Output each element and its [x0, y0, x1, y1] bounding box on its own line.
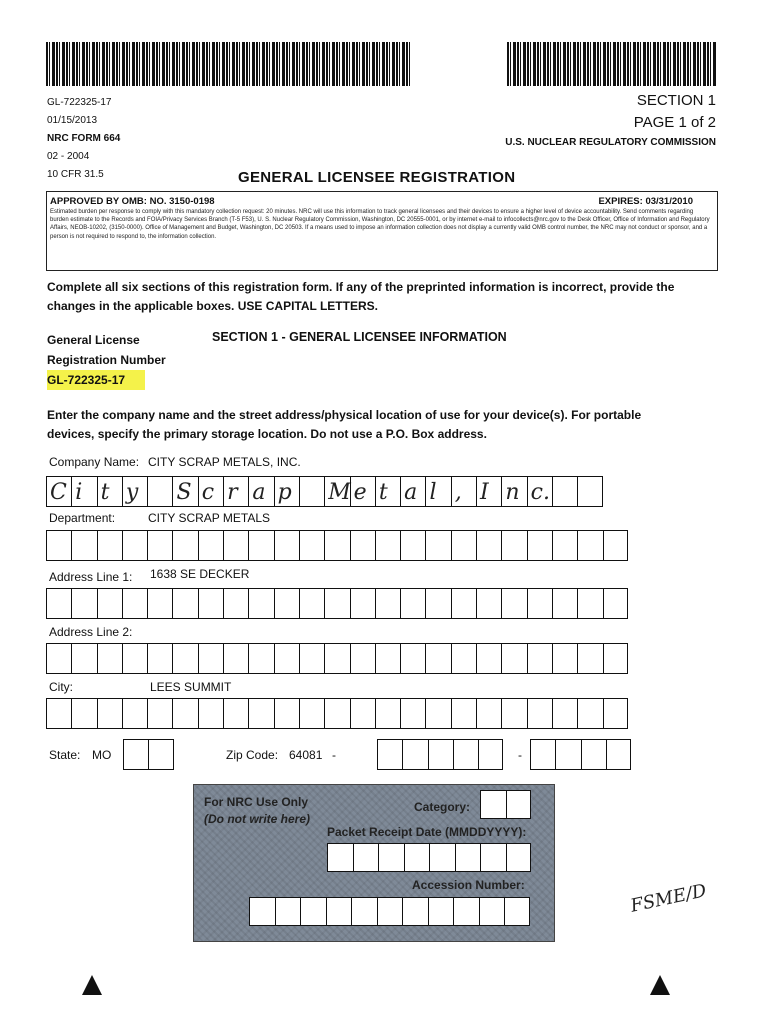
- handwritten-char: a: [252, 480, 266, 505]
- company-entry-box[interactable]: [248, 476, 273, 507]
- entry-box[interactable]: [248, 588, 273, 619]
- barcode-left: [46, 42, 412, 86]
- entry-box[interactable]: [172, 698, 197, 729]
- entry-box[interactable]: [400, 643, 425, 674]
- handwritten-note: FSME/D: [628, 880, 709, 917]
- zip-label: Zip Code:: [226, 748, 279, 762]
- handwritten-char: t: [378, 480, 388, 505]
- address2-label: Address Line 2:: [49, 625, 133, 639]
- company-entry-box[interactable]: [501, 476, 526, 507]
- entry-box[interactable]: [577, 643, 602, 674]
- entry-box[interactable]: [402, 739, 427, 770]
- section-title: SECTION 1 - GENERAL LICENSEE INFORMATION: [212, 330, 507, 344]
- entry-box[interactable]: [172, 588, 197, 619]
- entry-box[interactable]: [122, 643, 147, 674]
- company-value: CITY SCRAP METALS, INC.: [148, 455, 301, 469]
- handwritten-char: i: [75, 480, 83, 505]
- entry-box[interactable]: [375, 698, 400, 729]
- company-entry-box[interactable]: [122, 476, 147, 507]
- entry-box[interactable]: [122, 698, 147, 729]
- entry-box[interactable]: [299, 588, 324, 619]
- handwritten-char: c.: [530, 480, 550, 505]
- nrc-entry-box[interactable]: [506, 843, 532, 872]
- company-entry-box[interactable]: [425, 476, 450, 507]
- handwritten-char: r: [227, 480, 238, 505]
- entry-box[interactable]: [147, 643, 172, 674]
- entry-box[interactable]: [501, 530, 526, 561]
- company-entry-box[interactable]: [400, 476, 425, 507]
- entry-box[interactable]: [147, 698, 172, 729]
- barcode-right: [507, 42, 717, 86]
- entry-box[interactable]: [527, 588, 552, 619]
- nrc-entry-box[interactable]: [351, 897, 377, 926]
- nrc-entry-box[interactable]: [479, 897, 505, 926]
- entry-box[interactable]: [71, 588, 96, 619]
- company-entry-box[interactable]: [46, 476, 71, 507]
- nrc-accession-grid[interactable]: [249, 897, 530, 926]
- entry-box[interactable]: [46, 588, 71, 619]
- nrc-entry-box[interactable]: [326, 897, 352, 926]
- nrc-entry-box[interactable]: [506, 790, 532, 819]
- entry-box[interactable]: [172, 530, 197, 561]
- entry-box[interactable]: [603, 698, 628, 729]
- entry-box[interactable]: [501, 643, 526, 674]
- entry-box[interactable]: [552, 530, 577, 561]
- entry-box[interactable]: [606, 739, 631, 770]
- city-label: City:: [49, 680, 73, 694]
- section-number: SECTION 1: [636, 92, 716, 109]
- entry-box[interactable]: [350, 643, 375, 674]
- nrc-accession-label: Accession Number:: [412, 878, 525, 892]
- handwritten-char: ,: [454, 480, 462, 505]
- company-entry-box[interactable]: [299, 476, 324, 507]
- nrc-use-line1: For NRC Use Only: [204, 795, 309, 809]
- company-entry-box[interactable]: [577, 476, 602, 507]
- entry-box[interactable]: [71, 530, 96, 561]
- entry-box[interactable]: [46, 698, 71, 729]
- handwritten-char: C: [50, 480, 67, 505]
- company-entry-box[interactable]: [274, 476, 299, 507]
- entry-box[interactable]: [223, 588, 248, 619]
- entry-box[interactable]: [147, 530, 172, 561]
- address1-value: 1638 SE DECKER: [150, 567, 250, 581]
- entry-box[interactable]: [223, 698, 248, 729]
- entry-box[interactable]: [476, 588, 501, 619]
- entry-box[interactable]: [552, 698, 577, 729]
- omb-box: [46, 191, 718, 271]
- entry-box[interactable]: [577, 698, 602, 729]
- entry-box[interactable]: [97, 588, 122, 619]
- entry-box[interactable]: [451, 530, 476, 561]
- nrc-entry-box[interactable]: [402, 897, 428, 926]
- nrc-entry-box[interactable]: [480, 790, 506, 819]
- nrc-entry-box[interactable]: [300, 897, 326, 926]
- entry-box[interactable]: [223, 643, 248, 674]
- nrc-entry-box[interactable]: [480, 843, 506, 872]
- company-entry-box[interactable]: [451, 476, 476, 507]
- entry-box[interactable]: [530, 739, 555, 770]
- company-grid[interactable]: [46, 476, 603, 507]
- city-value: LEES SUMMIT: [150, 680, 232, 694]
- alignment-mark-left-icon: [82, 975, 102, 995]
- entry-box[interactable]: [377, 739, 402, 770]
- city-grid[interactable]: [46, 698, 628, 729]
- nrc-entry-box[interactable]: [453, 897, 479, 926]
- entry-box[interactable]: [71, 643, 96, 674]
- company-entry-box[interactable]: [71, 476, 96, 507]
- nrc-entry-box[interactable]: [455, 843, 481, 872]
- entry-box[interactable]: [122, 588, 147, 619]
- handwritten-char: y: [125, 480, 139, 505]
- entry-box[interactable]: [223, 530, 248, 561]
- header-meta: [47, 94, 120, 184]
- nrc-entry-box[interactable]: [504, 897, 530, 926]
- entry-box[interactable]: [97, 643, 122, 674]
- nrc-entry-box[interactable]: [429, 843, 455, 872]
- entry-box[interactable]: [603, 530, 628, 561]
- entry-box[interactable]: [350, 698, 375, 729]
- entry-box[interactable]: [375, 588, 400, 619]
- omb-approved: APPROVED BY OMB: NO. 3150-0198: [50, 196, 215, 207]
- entry-box[interactable]: [299, 643, 324, 674]
- entry-box[interactable]: [425, 698, 450, 729]
- agency-name: U.S. NUCLEAR REGULATORY COMMISSION: [505, 137, 716, 148]
- nrc-packet-date-label: Packet Receipt Date (MMDDYYYY):: [327, 825, 527, 839]
- form-date: 01/15/2013: [47, 115, 98, 126]
- entry-box[interactable]: [248, 698, 273, 729]
- entry-box[interactable]: [147, 588, 172, 619]
- nrc-entry-box[interactable]: [353, 843, 379, 872]
- nrc-use-box: [193, 784, 555, 942]
- entry-box[interactable]: [476, 698, 501, 729]
- entry-box[interactable]: [425, 643, 450, 674]
- entry-box[interactable]: [97, 698, 122, 729]
- entry-box[interactable]: [425, 530, 450, 561]
- handwritten-char: l: [429, 480, 437, 505]
- gl-number-header: GL-722325-17: [47, 97, 112, 108]
- entry-box[interactable]: [324, 698, 349, 729]
- zip-ext-grid[interactable]: [530, 739, 631, 770]
- company-entry-box[interactable]: [97, 476, 122, 507]
- entry-box[interactable]: [527, 698, 552, 729]
- entry-box[interactable]: [46, 643, 71, 674]
- entry-box[interactable]: [198, 643, 223, 674]
- handwritten-char: I: [480, 480, 489, 505]
- entry-box[interactable]: [478, 739, 503, 770]
- nrc-use-line2: (Do not write here): [204, 812, 311, 826]
- company-entry-box[interactable]: [147, 476, 172, 507]
- nrc-category-label: Category:: [414, 800, 471, 814]
- entry-box[interactable]: [476, 643, 501, 674]
- handwritten-char: M: [328, 480, 351, 505]
- form-revision: 02 - 2004: [47, 151, 90, 162]
- nrc-category-grid[interactable]: [480, 790, 531, 819]
- department-value: CITY SCRAP METALS: [148, 511, 271, 525]
- company-entry-box[interactable]: [350, 476, 375, 507]
- nrc-entry-box[interactable]: [327, 843, 353, 872]
- address-instructions: Enter the company name and the street address/physical location of use for your device(s). For portable devices, specify the primary storage location. Do not use a P.O. Box address.: [47, 408, 642, 441]
- form-name: NRC FORM 664: [47, 133, 121, 144]
- omb-expires: EXPIRES: 03/31/2010: [598, 196, 693, 207]
- department-grid[interactable]: [46, 530, 628, 561]
- entry-box[interactable]: [274, 530, 299, 561]
- entry-box[interactable]: [198, 698, 223, 729]
- zip-value: 64081: [289, 748, 323, 762]
- entry-box[interactable]: [400, 530, 425, 561]
- company-entry-box[interactable]: [552, 476, 577, 507]
- entry-box[interactable]: [451, 698, 476, 729]
- entry-box[interactable]: [552, 588, 577, 619]
- entry-box[interactable]: [172, 643, 197, 674]
- entry-box[interactable]: [453, 739, 478, 770]
- handwritten-char: n: [505, 480, 520, 505]
- omb-burden-text: Estimated burden per response to comply with this mandatory collection request: 20 minutes. NRC will use this information to track general licensees and their devices to ensure a higher level of device accountability. Send comments regarding burden estimate to the Records and FOIA/Privacy Services Branch (T-5 F53), U. S. Nuclear Regulatory Commission, Washington, DC 20555-0001, or by internet e-mail to infocollects@nrc.gov to the Desk Officer, Office of Information and Regulatory Affairs, NEOB-10202, (3150-0000). Office of Management and Budget, Washington, DC 20503. If a means used to impose an information collection does not display a currently valid OMB control number, the NRC may not conduct or sponsor, and a person is not required to respond to, the information collection.: [50, 209, 710, 240]
- department-label: Department:: [49, 511, 116, 525]
- company-entry-box[interactable]: [324, 476, 349, 507]
- entry-box[interactable]: [148, 739, 173, 770]
- entry-box[interactable]: [581, 739, 606, 770]
- entry-box[interactable]: [603, 643, 628, 674]
- entry-box[interactable]: [97, 530, 122, 561]
- gl-block: [47, 330, 166, 390]
- entry-box[interactable]: [501, 588, 526, 619]
- entry-box[interactable]: [274, 643, 299, 674]
- nrc-entry-box[interactable]: [428, 897, 454, 926]
- entry-box[interactable]: [122, 530, 147, 561]
- entry-box[interactable]: [324, 588, 349, 619]
- company-entry-box[interactable]: [198, 476, 223, 507]
- entry-box[interactable]: [527, 530, 552, 561]
- nrc-entry-box[interactable]: [378, 843, 404, 872]
- address1-grid[interactable]: [46, 588, 628, 619]
- entry-box[interactable]: [350, 530, 375, 561]
- entry-box[interactable]: [248, 643, 273, 674]
- company-entry-box[interactable]: [527, 476, 552, 507]
- gl-number: GL-722325-17: [47, 370, 145, 390]
- nrc-entry-box[interactable]: [404, 843, 430, 872]
- nrc-packet-date-grid[interactable]: [327, 843, 531, 872]
- entry-box[interactable]: [577, 588, 602, 619]
- page-title: GENERAL LICENSEE REGISTRATION: [238, 169, 516, 186]
- header-right: [505, 90, 716, 152]
- nrc-entry-box[interactable]: [249, 897, 275, 926]
- entry-box[interactable]: [476, 530, 501, 561]
- state-value: MO: [92, 748, 112, 762]
- handwritten-char: c: [201, 480, 215, 505]
- handwritten-char: S: [176, 480, 192, 505]
- entry-box[interactable]: [299, 698, 324, 729]
- entry-box[interactable]: [123, 739, 148, 770]
- company-entry-box[interactable]: [375, 476, 400, 507]
- company-entry-box[interactable]: [223, 476, 248, 507]
- entry-box[interactable]: [299, 530, 324, 561]
- alignment-mark-right-icon: [650, 975, 670, 995]
- company-entry-box[interactable]: [476, 476, 501, 507]
- state-label: State:: [49, 748, 81, 762]
- entry-box[interactable]: [577, 530, 602, 561]
- entry-box[interactable]: [198, 530, 223, 561]
- entry-box[interactable]: [451, 588, 476, 619]
- entry-box[interactable]: [274, 698, 299, 729]
- handwritten-char: t: [100, 480, 110, 505]
- zip-ext-dash: -: [518, 748, 522, 762]
- entry-box[interactable]: [248, 530, 273, 561]
- handwritten-char: e: [353, 480, 367, 505]
- zip-dash-printed: -: [332, 748, 336, 762]
- cfr-reference: 10 CFR 31.5: [47, 169, 104, 180]
- entry-box[interactable]: [375, 530, 400, 561]
- entry-box[interactable]: [198, 588, 223, 619]
- address2-grid[interactable]: [46, 643, 628, 674]
- entry-box[interactable]: [400, 588, 425, 619]
- gl-label-1: General License: [47, 333, 140, 347]
- company-entry-box[interactable]: [172, 476, 197, 507]
- entry-box[interactable]: [274, 588, 299, 619]
- entry-box[interactable]: [552, 643, 577, 674]
- instructions: Complete all six sections of this registration form. If any of the preprinted information is incorrect, provide the changes in the applicable boxes. USE CAPITAL LETTERS.: [47, 280, 675, 313]
- state-grid[interactable]: [123, 739, 174, 770]
- company-label: Company Name:: [49, 455, 140, 469]
- entry-box[interactable]: [428, 739, 453, 770]
- page-number: PAGE 1 of 2: [633, 114, 716, 131]
- address1-label: Address Line 1:: [49, 570, 133, 584]
- nrc-entry-box[interactable]: [377, 897, 403, 926]
- entry-box[interactable]: [375, 643, 400, 674]
- entry-box[interactable]: [501, 698, 526, 729]
- entry-box[interactable]: [324, 530, 349, 561]
- entry-box[interactable]: [451, 643, 476, 674]
- entry-box[interactable]: [527, 643, 552, 674]
- gl-label-2: Registration Number: [47, 353, 166, 367]
- entry-box[interactable]: [555, 739, 580, 770]
- entry-box[interactable]: [400, 698, 425, 729]
- entry-box[interactable]: [71, 698, 96, 729]
- entry-box[interactable]: [350, 588, 375, 619]
- handwritten-char: a: [404, 480, 418, 505]
- entry-box[interactable]: [46, 530, 71, 561]
- entry-box[interactable]: [425, 588, 450, 619]
- entry-box[interactable]: [603, 588, 628, 619]
- entry-box[interactable]: [324, 643, 349, 674]
- handwritten-char: p: [277, 480, 292, 505]
- zip-grid[interactable]: [377, 739, 503, 770]
- nrc-entry-box[interactable]: [275, 897, 301, 926]
